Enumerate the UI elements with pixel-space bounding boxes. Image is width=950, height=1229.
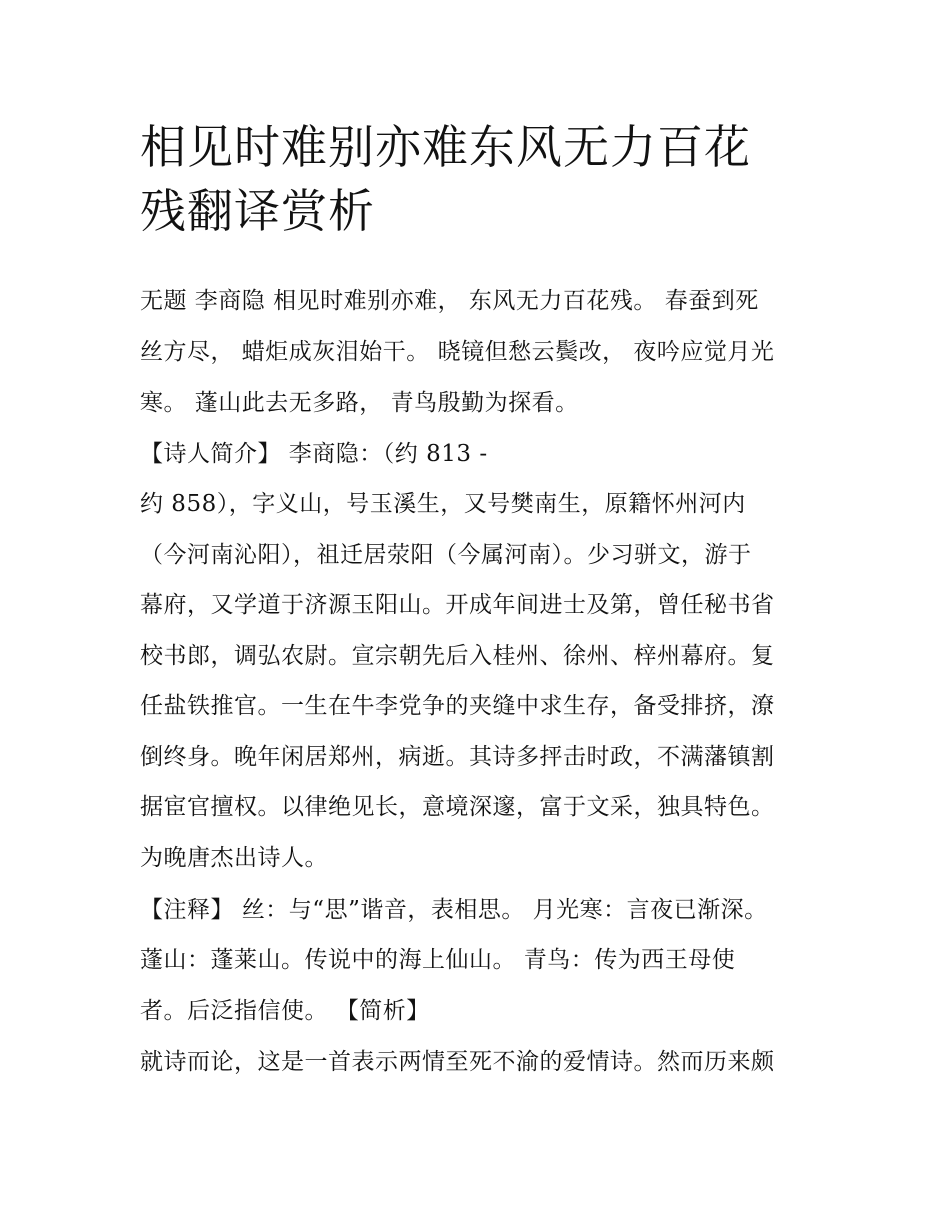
poet-intro-line-9: 为晚唐杰出诗人。: [140, 845, 328, 871]
title-line-2: 残翻译赏析: [140, 184, 375, 238]
page-title: [140, 115, 820, 243]
poet-intro-line-7: 倒终身。晚年闲居郑州，病逝。其诗多抨击时政，不满藩镇割: [140, 744, 775, 770]
notes-line-2: 蓬山：蓬莱山。传说中的海上仙山。 青鸟：传为西王母使: [140, 947, 736, 973]
poet-intro-line-6: 任盐铁推官。一生在牛李党争的夹缝中求生存，备受排挤，潦: [140, 693, 775, 719]
poem-text-line-1: 无题 李商隐 相见时难别亦难， 东风无力百花残。 春蚕到死: [140, 288, 759, 314]
poet-intro-line-8: 据宦官擅权。以律绝见长，意境深邃，富于文采，独具特色。: [140, 794, 775, 820]
poet-intro-line-3: （今河南沁阳），祖迁居荥阳（今属河南）。少习骈文，游于: [140, 542, 752, 568]
title-line-1: 相见时难别亦难东风无力百花: [140, 120, 751, 174]
poem-text-line-2: 丝方尽， 蜡炬成灰泪始干。 晓镜但愁云鬓改， 夜吟应觉月光: [140, 339, 775, 365]
poet-intro-line-2: 约 858），字义山，号玉溪生，又号樊南生，原籍怀州河内: [140, 491, 746, 517]
poet-intro-line-1: 【诗人简介】 李商隐：（约 813 -: [140, 441, 488, 467]
poem-text-line-3: 寒。 蓬山此去无多路， 青鸟殷勤为探看。: [140, 390, 579, 416]
analysis-line-1: 就诗而论，这是一首表示两情至死不渝的爱情诗。然而历来颇: [140, 1049, 775, 1075]
poet-intro-line-5: 校书郎，调弘农尉。宣宗朝先后入桂州、徐州、梓州幕府。复: [140, 643, 775, 669]
notes-line-1: 【注释】 丝：与“思”谐音，表相思。 月光寒：言夜已渐深。: [140, 897, 768, 923]
poet-intro-line-4: 幕府，又学道于济源玉阳山。开成年间进士及第，曾任秘书省: [140, 592, 775, 618]
notes-line-3: 者。后泛指信使。 【简析】: [140, 998, 430, 1024]
